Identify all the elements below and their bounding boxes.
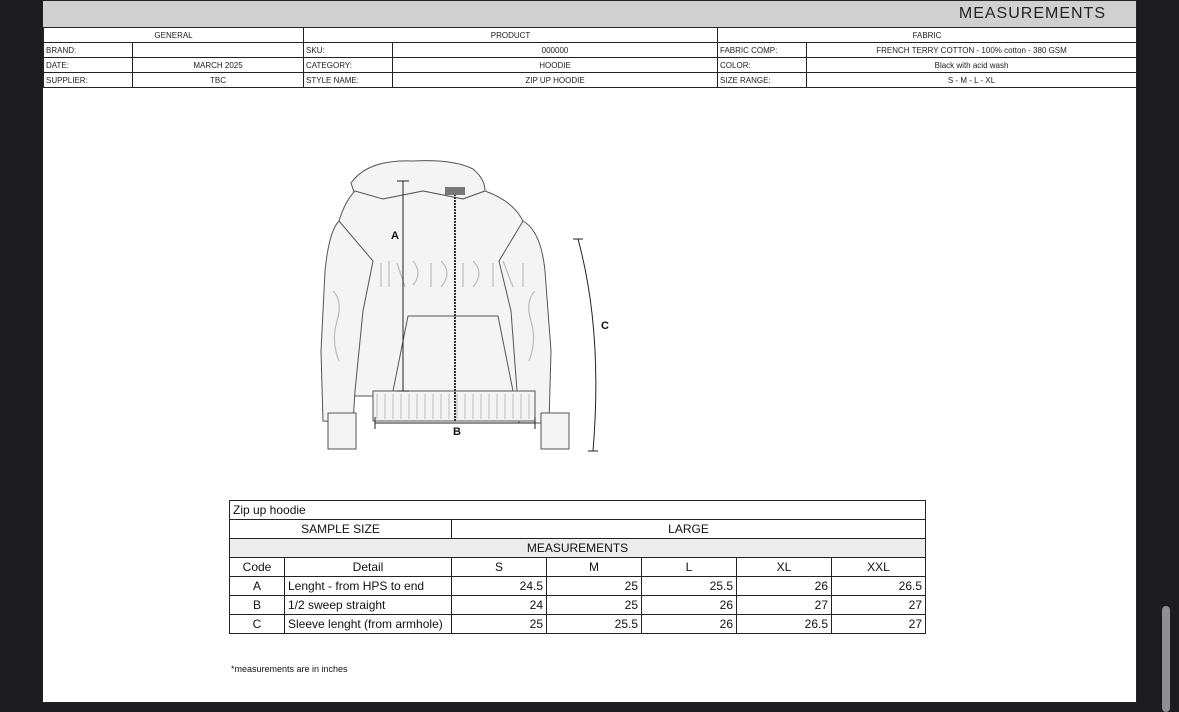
column-header-row [230, 558, 926, 577]
section-fabric: FABRIC [718, 28, 1137, 43]
table-row [230, 596, 926, 615]
fabric-comp-label: FABRIC COMP: [718, 43, 807, 58]
size-range-label: SIZE RANGE: [718, 73, 807, 88]
value-cell: 24.5 [452, 577, 547, 596]
style-name-label: STYLE NAME: [304, 73, 393, 88]
value-cell: 26 [642, 596, 737, 615]
footnote: *measurements are in inches [231, 664, 348, 674]
sku-value: 000000 [393, 43, 718, 58]
table-row [230, 615, 926, 634]
row-code: B [230, 596, 285, 615]
right-cuff [541, 413, 569, 449]
row-detail: 1/2 sweep straight [285, 596, 452, 615]
col-size-xl: XL [737, 558, 832, 577]
brand-label: BRAND: [44, 43, 133, 58]
col-detail: Detail [285, 558, 452, 577]
color-value: Black with acid wash [807, 58, 1137, 73]
col-size-xxl: XXL [832, 558, 926, 577]
value-cell: 26 [737, 577, 832, 596]
value-cell: 27 [832, 615, 926, 634]
style-title: Zip up hoodie [230, 501, 926, 520]
row-code: C [230, 615, 285, 634]
row-detail: Sleeve lenght (from armhole) [285, 615, 452, 634]
category-value: HOODIE [393, 58, 718, 73]
value-cell: 27 [737, 596, 832, 615]
supplier-value: TBC [133, 73, 304, 88]
date-value: MARCH 2025 [133, 58, 304, 73]
value-cell: 25 [547, 577, 642, 596]
dim-label-a: A [391, 230, 399, 242]
value-cell: 27 [832, 596, 926, 615]
color-label: COLOR: [718, 58, 807, 73]
value-cell: 25 [547, 596, 642, 615]
hoodie-flat-sketch [273, 151, 633, 461]
value-cell: 26.5 [832, 577, 926, 596]
sample-size-value: LARGE [452, 520, 926, 539]
date-label: DATE: [44, 58, 133, 73]
table-row [230, 577, 926, 596]
sample-size-label: SAMPLE SIZE [230, 520, 452, 539]
value-cell: 25 [452, 615, 547, 634]
row-detail: Lenght - from HPS to end [285, 577, 452, 596]
measurements-table [229, 500, 926, 634]
sku-label: SKU: [304, 43, 393, 58]
left-cuff [328, 413, 356, 449]
value-cell: 26 [642, 615, 737, 634]
supplier-label: SUPPLIER: [44, 73, 133, 88]
title-bar [43, 1, 1136, 28]
value-cell: 24 [452, 596, 547, 615]
dim-label-c: C [601, 320, 609, 332]
value-cell: 26.5 [737, 615, 832, 634]
scrollbar-thumb[interactable] [1162, 606, 1170, 712]
info-row [44, 58, 1137, 73]
kangaroo-pocket [393, 316, 513, 391]
section-general: GENERAL [44, 28, 304, 43]
zipper-pull [445, 187, 465, 195]
info-row [44, 43, 1137, 58]
value-cell: 25.5 [547, 615, 642, 634]
size-range-value: S - M - L - XL [807, 73, 1137, 88]
style-name-value: ZIP UP HOODIE [393, 73, 718, 88]
info-table [43, 27, 1137, 88]
scrollbar-track[interactable] [1157, 0, 1179, 712]
page-title: MEASUREMENTS [958, 5, 1106, 22]
col-size-s: S [452, 558, 547, 577]
value-cell: 25.5 [642, 577, 737, 596]
fabric-comp-value: FRENCH TERRY COTTON - 100% cotton - 380 GSM [807, 43, 1137, 58]
category-label: CATEGORY: [304, 58, 393, 73]
dim-label-b: B [453, 426, 461, 438]
measurements-section-label: MEASUREMENTS [230, 539, 926, 558]
col-code: Code [230, 558, 285, 577]
tech-pack-sheet [42, 0, 1137, 703]
section-product: PRODUCT [304, 28, 718, 43]
info-row [44, 73, 1137, 88]
col-size-m: M [547, 558, 642, 577]
row-code: A [230, 577, 285, 596]
dim-c-curve [578, 239, 596, 451]
brand-value [133, 43, 304, 58]
col-size-l: L [642, 558, 737, 577]
